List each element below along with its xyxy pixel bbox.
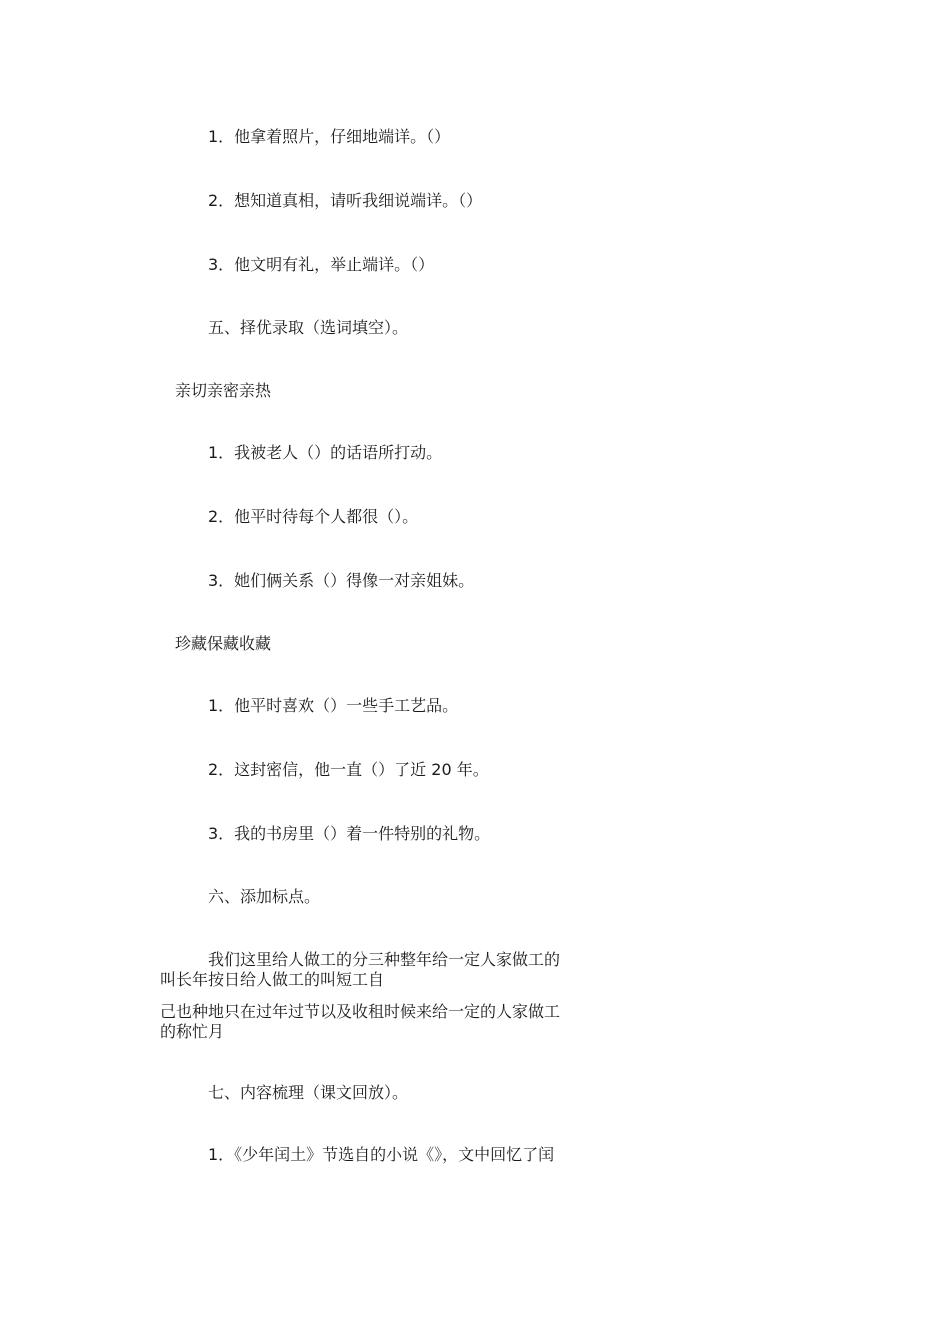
punctuation-paragraph-line: 我们这里给人做工的分三种整年给一定人家做工的 xyxy=(208,950,561,969)
question-item: 1．我被老人（）的话语所打动。 xyxy=(208,443,443,462)
punctuation-paragraph-line: 己也种地只在过年过节以及收租时候来给一定的人家做工 xyxy=(160,1002,561,1021)
punctuation-paragraph-line: 叫长年按日给人做工的叫短工自 xyxy=(160,970,385,989)
section-heading: 六、添加标点。 xyxy=(208,887,321,906)
question-item: 2．这封密信，他一直（）了近 20 年。 xyxy=(208,760,489,779)
question-item: 3．他文明有礼，举止端详。（） xyxy=(208,255,435,274)
question-item: 1．他平时喜欢（）一些手工艺品。 xyxy=(208,696,459,715)
question-item: 2．他平时待每个人都很（）。 xyxy=(208,507,419,526)
punctuation-paragraph-line: 的称忙月 xyxy=(160,1022,225,1041)
question-item: 1．《少年闰土》节选自的小说《》，文中回忆了闰 xyxy=(208,1145,555,1164)
question-item: 3．我的书房里（）着一件特别的礼物。 xyxy=(208,824,491,843)
word-choices: 亲切亲密亲热 xyxy=(175,381,272,400)
question-item: 1．他拿着照片，仔细地端详。（） xyxy=(208,127,451,146)
section-heading: 七、内容梳理（课文回放）。 xyxy=(208,1083,409,1102)
word-choices: 珍藏保藏收藏 xyxy=(175,634,272,653)
question-item: 2．想知道真相，请听我细说端详。（） xyxy=(208,191,483,210)
section-heading: 五、择优录取（选词填空）。 xyxy=(208,318,409,337)
question-item: 3．她们俩关系（）得像一对亲姐妹。 xyxy=(208,571,475,590)
